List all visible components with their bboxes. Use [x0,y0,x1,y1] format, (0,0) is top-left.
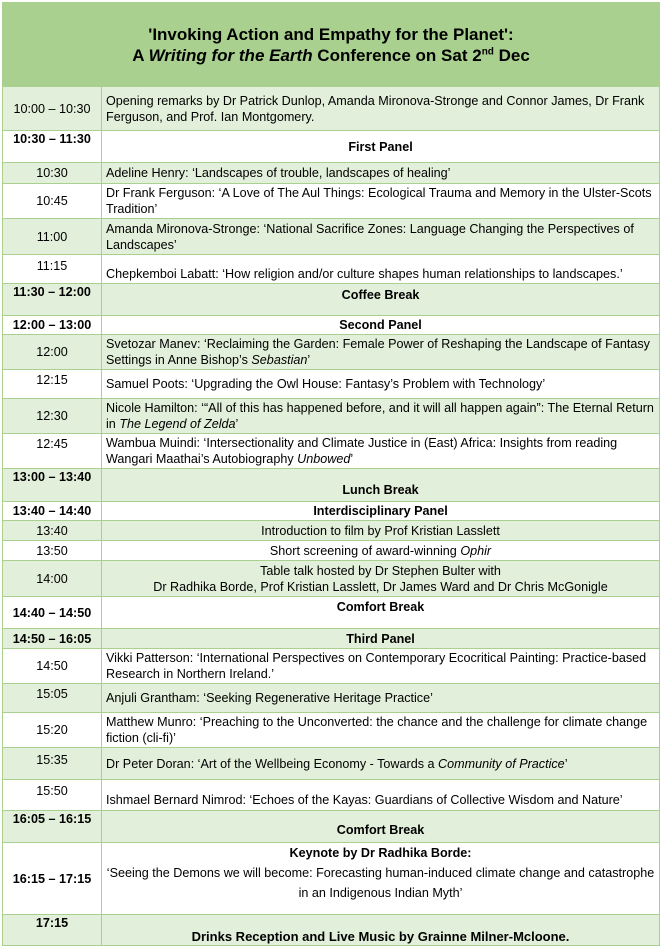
keynote-text [102,843,660,915]
talk-text-main: Svetozar Manev: ‘Reclaiming the Garden: Female Power of Reshaping the Landscape of Fantasy Settings in Anne Bishop’s [106,337,650,367]
time-cell: 16:15 – 17:15 [3,843,102,915]
schedule-row [3,163,660,184]
schedule-row [3,219,660,255]
talk-text [102,434,660,469]
talk-text-italic: Unbowed [297,452,351,466]
schedule-row [3,561,660,597]
talk-text-italic: The Legend of Zelda [119,417,236,431]
title-mid: Conference on Sat 2 [312,45,482,65]
session-title: Interdisciplinary Panel [102,502,660,521]
time-cell: 13:40 [3,521,102,541]
break-row-lunch [3,469,660,502]
time-cell: 15:50 [3,780,102,811]
schedule-row [3,399,660,434]
break-label: Lunch Break [102,469,660,502]
talk-text-main: Nicole Hamilton: ‘“All of this has happened before, and it will all happen again”: The Eternal Return in [106,401,654,431]
time-cell: 12:15 [3,370,102,399]
time-cell: 15:35 [3,748,102,780]
schedule-table [2,2,660,946]
talk-text-italic: Ophir [460,543,492,558]
time-cell: 15:05 [3,684,102,713]
title-row [3,3,660,87]
schedule-row [3,184,660,219]
time-cell: 16:05 – 16:15 [3,811,102,843]
schedule-row [3,649,660,684]
schedule-row [3,780,660,811]
talk-line-1: Table talk hosted by Dr Stephen Bulter with [260,563,501,578]
talk-text: Ishmael Bernard Nimrod: ‘Echoes of the Kayas: Guardians of Collective Wisdom and Nature’ [102,780,660,811]
session-header-interdisciplinary-panel [3,502,660,521]
keynote-title: ‘Seeing the Demons we will become: Forecasting human-induced climate change and catastrophe in an Indigenous Indian Myth’ [106,866,655,900]
time-cell: 12:30 [3,399,102,434]
schedule-row [3,370,660,399]
page-title [3,3,660,87]
time-cell: 12:00 [3,335,102,370]
title-suffix: Dec [493,45,530,65]
talk-text [102,541,660,561]
schedule-row-opening [3,87,660,131]
time-cell: 14:40 – 14:50 [3,597,102,629]
talk-line-2: Dr Radhika Borde, Prof Kristian Lasslett, Dr James Ward and Dr Chris McGonigle [153,579,608,594]
talk-text: Dr Frank Ferguson: ‘A Love of The Aul Things: Ecological Trauma and Memory in the Ulster-Scots Tradition’ [102,184,660,219]
time-cell: 13:40 – 14:40 [3,502,102,521]
time-cell: 10:30 [3,163,102,184]
session-header-second-panel [3,316,660,335]
talk-text: Samuel Poots: ‘Upgrading the Owl House: Fantasy’s Problem with Technology’ [102,370,660,399]
talk-text-italic: Sebastian [251,353,308,367]
break-row-comfort [3,811,660,843]
talk-text: Chepkemboi Labatt: ‘How religion and/or culture shapes human relationships to landscapes.’ [102,255,660,284]
time-cell: 10:45 [3,184,102,219]
time-cell: 15:20 [3,713,102,748]
schedule-row [3,521,660,541]
time-cell: 17:15 [3,915,102,946]
time-cell: 14:50 [3,649,102,684]
session-header-first-panel [3,131,660,163]
time-cell: 12:00 – 13:00 [3,316,102,335]
schedule-row [3,713,660,748]
time-cell: 11:15 [3,255,102,284]
break-label: Comfort Break [102,597,660,629]
time-cell: 10:00 – 10:30 [3,87,102,131]
talk-text: Matthew Munro: ‘Preaching to the Unconverted: the chance and the challenge for climate change fiction (cli-fi)’ [102,713,660,748]
session-text: Opening remarks by Dr Patrick Dunlop, Amanda Mironova-Stronge and Connor James, Dr Frank Ferguson, and Prof. Ian Montgomery. [102,87,660,131]
talk-text: Amanda Mironova-Stronge: ‘National Sacrifice Zones: Language Changing the Perspectives of Landscapes’ [102,219,660,255]
break-row-comfort [3,597,660,629]
talk-text [102,748,660,780]
talk-text: Adeline Henry: ‘Landscapes of trouble, landscapes of healing’ [102,163,660,184]
talk-text: Introduction to film by Prof Kristian Lasslett [102,521,660,541]
time-cell: 10:30 – 11:30 [3,131,102,163]
session-title: First Panel [102,131,660,163]
drinks-row [3,915,660,946]
talk-text-end: ’ [350,452,354,466]
keynote-row [3,843,660,915]
keynote-heading: Keynote by Dr Radhika Borde: [289,846,472,860]
title-italic: Writing for the Earth [148,45,313,65]
session-title: Third Panel [102,629,660,649]
time-cell: 12:45 [3,434,102,469]
talk-text-main: Short screening of award-winning [269,543,461,558]
schedule-row [3,684,660,713]
title-line-1: 'Invoking Action and Empathy for the Planet': [148,24,514,44]
break-label: Comfort Break [102,811,660,843]
time-cell: 14:50 – 16:05 [3,629,102,649]
break-label: Coffee Break [102,284,660,316]
time-cell: 13:00 – 13:40 [3,469,102,502]
talk-text: Anjuli Grantham: ‘Seeking Regenerative Heritage Practice’ [102,684,660,713]
title-prefix: A [132,45,149,65]
talk-text [102,399,660,434]
time-cell: 11:30 – 12:00 [3,284,102,316]
talk-text-end: ’ [307,353,311,367]
schedule-row [3,335,660,370]
talk-text-end: ’ [564,756,568,771]
schedule-row [3,434,660,469]
talk-text-main: Dr Peter Doran: ‘Art of the Wellbeing Economy - Towards a [106,756,439,771]
talk-text: Vikki Patterson: ‘International Perspectives on Contemporary Ecocritical Painting: Practice-based Research in Northern Ireland.’ [102,649,660,684]
schedule-row [3,255,660,284]
talk-text-end: ’ [235,417,239,431]
talk-text [102,561,660,597]
schedule-row [3,748,660,780]
talk-text [102,335,660,370]
time-cell: 13:50 [3,541,102,561]
session-title: Second Panel [102,316,660,335]
break-row-coffee [3,284,660,316]
time-cell: 11:00 [3,219,102,255]
time-cell: 14:00 [3,561,102,597]
drinks-label: Drinks Reception and Live Music by Grainne Milner-Mcloone. [102,915,660,946]
talk-text-main: Wambua Muindi: ‘Intersectionality and Climate Justice in (East) Africa: Insights from reading Wangari Maathai’s Autobiography [106,436,618,466]
session-header-third-panel [3,629,660,649]
schedule-row [3,541,660,561]
talk-text-italic: Community of Practice [438,756,565,771]
title-sup: nd [481,45,494,57]
